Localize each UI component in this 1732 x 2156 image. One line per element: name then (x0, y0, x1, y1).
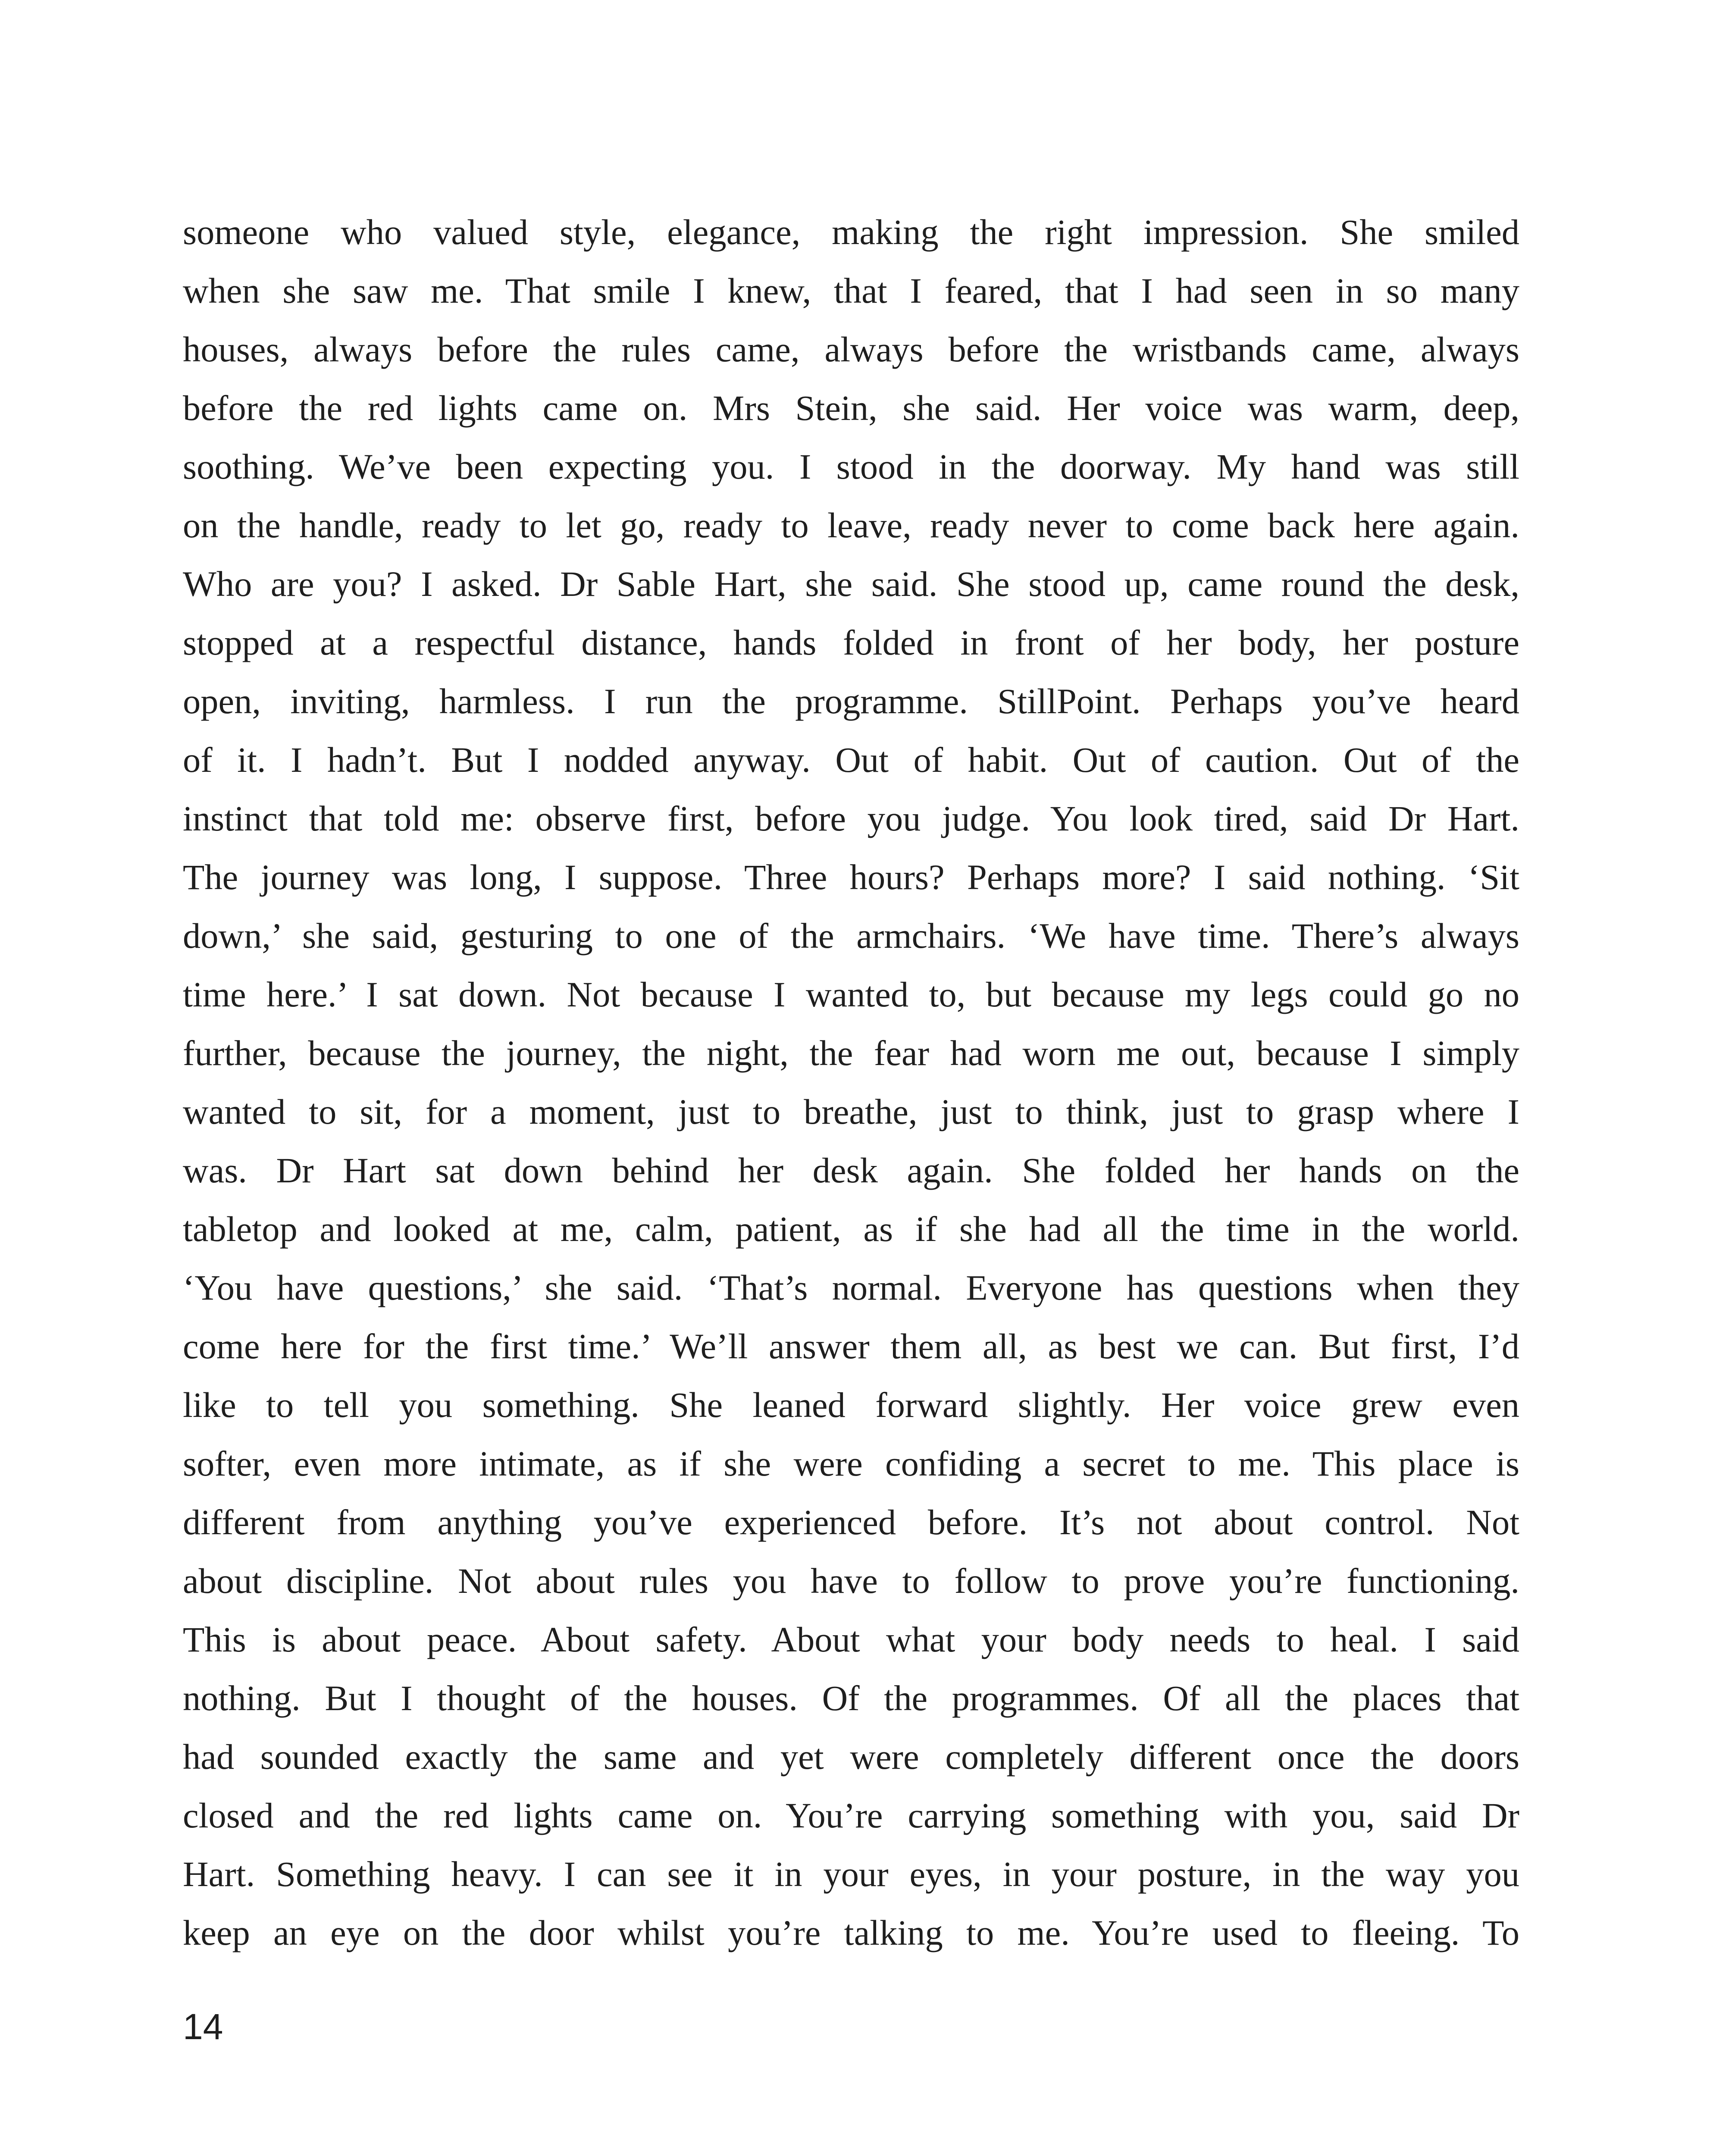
text-line: different from anything you’ve experienced before. It’s not about control. Not (183, 1502, 1519, 1542)
text-line: time here.’ I sat down. Not because I wanted to, but because my legs could go no (183, 975, 1519, 1014)
text-line: This is about peace. About safety. About what your body needs to heal. I said (183, 1620, 1519, 1659)
body-text (183, 203, 1519, 1962)
text-line: further, because the journey, the night, the fear had worn me out, because I simply (183, 1033, 1519, 1073)
page-number: 14 (183, 2006, 223, 2047)
text-line: nothing. But I thought of the houses. Of the programmes. Of all the places that (183, 1678, 1519, 1718)
text-line: softer, even more intimate, as if she were confiding a secret to me. This place is (183, 1444, 1519, 1483)
text-line: of it. I hadn’t. But I nodded anyway. Out of habit. Out of caution. Out of the (183, 740, 1519, 780)
text-line: when she saw me. That smile I knew, that I feared, that I had seen in so many (183, 271, 1519, 310)
text-line: closed and the red lights came on. You’re carrying something with you, said Dr (183, 1796, 1519, 1835)
text-line: on the handle, ready to let go, ready to leave, ready never to come back here again. (183, 505, 1519, 545)
text-line: soothing. We’ve been expecting you. I stood in the doorway. My hand was still (183, 447, 1519, 486)
text-line: open, inviting, harmless. I run the programme. StillPoint. Perhaps you’ve heard (183, 681, 1519, 721)
text-line: stopped at a respectful distance, hands folded in front of her body, her posture (183, 623, 1519, 662)
text-line: had sounded exactly the same and yet were completely different once the doors (183, 1737, 1519, 1777)
text-line: The journey was long, I suppose. Three hours? Perhaps more? I said nothing. ‘Sit (183, 857, 1519, 897)
text-line: Hart. Something heavy. I can see it in your eyes, in your posture, in the way you (183, 1854, 1519, 1894)
text-line: ‘You have questions,’ she said. ‘That’s normal. Everyone has questions when they (183, 1268, 1519, 1307)
text-line: instinct that told me: observe first, before you judge. You look tired, said Dr Hart. (183, 799, 1519, 838)
text-line: come here for the first time.’ We’ll answer them all, as best we can. But first, I’d (183, 1326, 1519, 1366)
text-line: tabletop and looked at me, calm, patient, as if she had all the time in the world. (183, 1209, 1519, 1249)
text-line: houses, always before the rules came, always before the wristbands came, always (183, 329, 1519, 369)
text-line: someone who valued style, elegance, making the right impression. She smiled (183, 212, 1519, 252)
text-line: was. Dr Hart sat down behind her desk again. She folded her hands on the (183, 1150, 1519, 1190)
text-line: wanted to sit, for a moment, just to breathe, just to think, just to grasp where I (183, 1092, 1519, 1131)
text-line: about discipline. Not about rules you have to follow to prove you’re functioning. (183, 1561, 1519, 1601)
text-line: down,’ she said, gesturing to one of the armchairs. ‘We have time. There’s always (183, 916, 1519, 956)
text-line: like to tell you something. She leaned forward slightly. Her voice grew even (183, 1385, 1519, 1425)
text-line: before the red lights came on. Mrs Stein, she said. Her voice was warm, deep, (183, 388, 1519, 428)
text-line: keep an eye on the door whilst you’re talking to me. You’re used to fleeing. To (183, 1913, 1519, 1952)
text-line: Who are you? I asked. Dr Sable Hart, she said. She stood up, came round the desk, (183, 564, 1519, 604)
